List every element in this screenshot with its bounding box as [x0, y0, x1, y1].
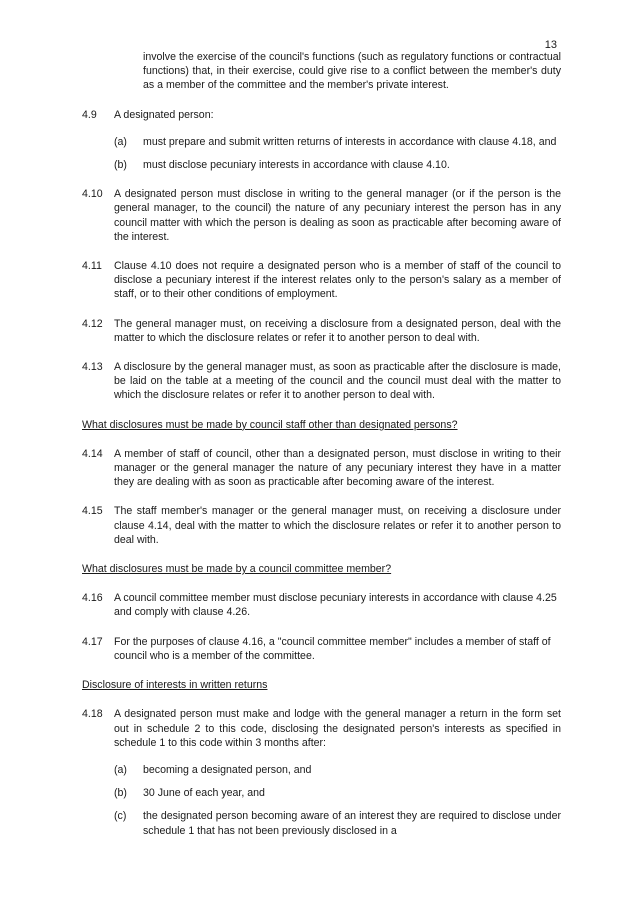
document-body: [82, 50, 561, 847]
clause-number: 4.17: [82, 635, 103, 648]
clause-4-12: [82, 317, 561, 345]
clause-4-18: [82, 707, 561, 750]
item-label: (c): [114, 810, 127, 823]
clause-4-14: [82, 447, 561, 490]
clause-text: A designated person must disclose in writing to the general manager (or if the person is the general manager, to the council) the nature of any pecuniary interest the person has in any council matter with which the person is dealing as soon as practicable after becoming aware of the interest.: [114, 188, 561, 243]
clause-number: 4.9: [82, 108, 97, 121]
item-label: (a): [114, 763, 127, 776]
item-text: the designated person becoming aware of an interest they are required to disclose under schedule 1 that has not been previously disclosed in a: [143, 810, 561, 837]
section-heading-committee: What disclosures must be made by a council committee member?: [82, 563, 392, 576]
clause-text: A member of staff of council, other than a designated person, must disclose in writing to their manager or the general manager the nature of any pecuniary interest they have in a matter they are dealing with as soon as practicable after becoming aware of the interest.: [114, 447, 561, 489]
list-item: [114, 786, 561, 800]
clause-number: 4.12: [82, 317, 103, 330]
item-text: must disclose pecuniary interests in accordance with clause 4.10.: [143, 159, 450, 172]
item-text: must prepare and submit written returns of interests in accordance with clause 4.18, and: [143, 135, 557, 148]
clause-number: 4.10: [82, 188, 103, 201]
page-number: 13: [544, 39, 557, 51]
clause-number: 4.18: [82, 708, 103, 721]
clause-number: 4.15: [82, 505, 103, 518]
clause-4-9: [82, 108, 561, 122]
continued-paragraph: involve the exercise of the council's functions (such as regulatory functions or contractual functions) that, in their exercise, could give rise to a conflict between the member's duty as a member of the committee and the member's private interest.: [143, 51, 561, 92]
clause-text: The general manager must, on receiving a disclosure from a designated person, deal with the matter to which the disclosure relates or refer it to another person to deal with.: [114, 317, 561, 344]
section-heading-returns: Disclosure of interests in written returns: [82, 679, 268, 692]
clause-4-17: [82, 635, 561, 663]
section-heading-staff: What disclosures must be made by council staff other than designated persons?: [82, 418, 458, 431]
list-item: [114, 135, 561, 149]
item-label: (b): [114, 159, 127, 172]
clause-text: The staff member's manager or the general manager must, on receiving a disclosure under clause 4.14, deal with the matter to which the disclosure relates or refer it to another person to deal with.: [114, 505, 561, 546]
clause-4-16: [82, 591, 561, 619]
clause-number: 4.14: [82, 447, 103, 460]
clause-number: 4.16: [82, 592, 103, 605]
clause-text: A designated person must make and lodge with the general manager a return in the form set out in schedule 2 to this code, disclosing the designated person's interests as specified in schedule 1 to this code within 3 months after:: [114, 708, 561, 749]
item-text: becoming a designated person, and: [143, 763, 312, 776]
clause-4-10: [82, 187, 561, 244]
list-item: [114, 809, 561, 837]
list-item: [114, 763, 561, 777]
clause-number: 4.13: [82, 361, 103, 374]
clause-4-11: [82, 259, 561, 302]
clause-text: For the purposes of clause 4.16, a "council committee member" includes a member of staff of council who is a member of the committee.: [114, 635, 551, 662]
list-item: [114, 158, 561, 172]
item-label: (a): [114, 135, 127, 148]
clause-text: Clause 4.10 does not require a designated person who is a member of staff of the council to disclose a pecuniary interest if the interest relates only to the person's salary as a member of staff, or to their other conditions of employment.: [114, 260, 561, 301]
clause-4-13: [82, 360, 561, 403]
item-label: (b): [114, 787, 127, 800]
clause-text: A designated person:: [114, 108, 214, 121]
clause-number: 4.11: [82, 260, 102, 273]
item-text: 30 June of each year, and: [143, 787, 265, 800]
clause-text: A council committee member must disclose pecuniary interests in accordance with clause 4.25 and comply with clause 4.26.: [114, 592, 557, 619]
clause-4-15: [82, 504, 561, 547]
clause-text: A disclosure by the general manager must, as soon as practicable after the disclosure is made, be laid on the table at a meeting of the council and the council must deal with the matter to which the disclosure relates or refer it to another person to deal with.: [114, 361, 561, 402]
